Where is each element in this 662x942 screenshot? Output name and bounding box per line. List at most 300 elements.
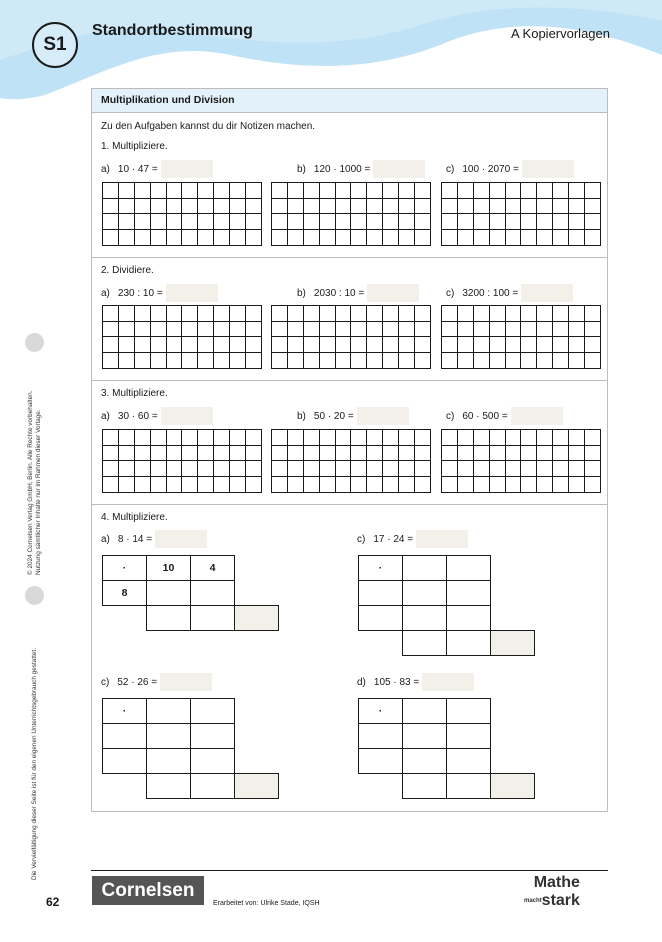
grid-cell[interactable] [319,461,335,477]
grid-cell[interactable] [118,306,134,322]
grid-cell[interactable] [399,477,415,493]
grid-cell[interactable] [415,198,431,214]
grid-cell[interactable] [415,461,431,477]
grid-cell[interactable] [335,337,351,353]
notes-grid[interactable] [271,182,431,246]
grid-cell[interactable] [230,214,246,230]
grid-cell[interactable] [198,337,214,353]
grid-cell[interactable] [319,430,335,446]
answer-field[interactable] [161,160,213,178]
grid-cell[interactable] [319,198,335,214]
grid-cell[interactable] [442,430,458,446]
grid-cell[interactable] [473,337,489,353]
grid-cell[interactable] [319,337,335,353]
grid-cell[interactable] [399,198,415,214]
grid-cell[interactable] [182,430,198,446]
grid-cell[interactable] [182,321,198,337]
sum-cell[interactable] [190,605,235,631]
sum-cell[interactable] [402,630,447,656]
grid-cell[interactable] [214,230,230,246]
grid-cell[interactable] [399,321,415,337]
grid-cell[interactable] [272,214,288,230]
grid-cell[interactable] [553,461,569,477]
notes-grid[interactable] [102,429,262,493]
grid-cell[interactable] [182,477,198,493]
grid-cell[interactable] [166,230,182,246]
grid-cell[interactable] [457,353,473,369]
grid-cell[interactable] [537,353,553,369]
grid-cell[interactable] [473,430,489,446]
product-cell[interactable] [190,723,235,749]
grid-cell[interactable] [521,214,537,230]
grid-cell[interactable] [287,477,303,493]
grid-cell[interactable] [569,353,585,369]
grid-cell[interactable] [246,461,262,477]
grid-cell[interactable] [442,337,458,353]
grid-cell[interactable] [569,430,585,446]
grid-cell[interactable] [287,445,303,461]
grid-cell[interactable] [521,321,537,337]
grid-cell[interactable] [585,230,601,246]
grid-cell[interactable] [367,183,383,199]
grid-cell[interactable] [521,477,537,493]
grid-cell[interactable] [383,183,399,199]
grid-cell[interactable] [367,430,383,446]
grid-cell[interactable] [198,183,214,199]
grid-cell[interactable] [214,337,230,353]
grid-cell[interactable] [473,321,489,337]
grid-cell[interactable] [521,430,537,446]
grid-cell[interactable] [182,445,198,461]
grid-cell[interactable] [383,321,399,337]
notes-grid[interactable] [102,305,262,369]
grid-cell[interactable] [150,353,166,369]
grid-cell[interactable] [351,214,367,230]
grid-cell[interactable] [118,445,134,461]
grid-cell[interactable] [537,321,553,337]
sum-cell[interactable] [190,773,235,799]
grid-cell[interactable] [166,445,182,461]
grid-cell[interactable] [383,306,399,322]
grid-cell[interactable] [150,198,166,214]
grid-cell[interactable] [198,321,214,337]
grid-cell[interactable] [230,321,246,337]
grid-cell[interactable] [118,430,134,446]
grid-cell[interactable] [272,477,288,493]
grid-cell[interactable] [134,477,150,493]
grid-cell[interactable] [553,337,569,353]
grid-cell[interactable] [553,198,569,214]
grid-cell[interactable] [585,321,601,337]
grid-cell[interactable] [442,183,458,199]
grid-cell[interactable] [351,353,367,369]
grid-cell[interactable] [319,183,335,199]
grid-cell[interactable] [166,477,182,493]
grid-cell[interactable] [585,445,601,461]
grid-cell[interactable] [399,445,415,461]
grid-cell[interactable] [351,445,367,461]
grid-cell[interactable] [319,306,335,322]
grid-cell[interactable] [553,477,569,493]
notes-grid[interactable] [441,305,601,369]
grid-cell[interactable] [351,183,367,199]
grid-cell[interactable] [569,321,585,337]
grid-cell[interactable] [150,337,166,353]
grid-cell[interactable] [166,306,182,322]
grid-cell[interactable] [150,430,166,446]
grid-cell[interactable] [442,445,458,461]
grid-cell[interactable] [521,183,537,199]
grid-cell[interactable] [198,461,214,477]
grid-cell[interactable] [246,198,262,214]
grid-cell[interactable] [489,430,505,446]
grid-cell[interactable] [537,461,553,477]
grid-cell[interactable] [489,461,505,477]
grid-cell[interactable] [246,214,262,230]
grid-cell[interactable] [457,183,473,199]
grid-cell[interactable] [214,461,230,477]
grid-cell[interactable] [272,445,288,461]
grid-cell[interactable] [505,353,521,369]
grid-cell[interactable] [214,321,230,337]
grid-cell[interactable] [103,306,119,322]
grid-cell[interactable] [303,461,319,477]
grid-cell[interactable] [214,353,230,369]
grid-cell[interactable] [246,183,262,199]
grid-cell[interactable] [287,214,303,230]
grid-cell[interactable] [182,183,198,199]
grid-cell[interactable] [553,306,569,322]
grid-cell[interactable] [118,183,134,199]
grid-cell[interactable] [134,230,150,246]
grid-cell[interactable] [118,321,134,337]
grid-cell[interactable] [399,306,415,322]
grid-cell[interactable] [272,306,288,322]
grid-cell[interactable] [246,230,262,246]
grid-cell[interactable] [521,445,537,461]
grid-cell[interactable] [537,445,553,461]
grid-cell[interactable] [553,321,569,337]
product-cell[interactable] [446,580,491,606]
answer-field[interactable] [155,530,207,548]
grid-cell[interactable] [118,337,134,353]
grid-cell[interactable] [134,214,150,230]
grid-cell[interactable] [399,353,415,369]
grid-cell[interactable] [166,198,182,214]
grid-cell[interactable] [399,214,415,230]
grid-cell[interactable] [118,477,134,493]
grid-cell[interactable] [569,461,585,477]
grid-cell[interactable] [319,230,335,246]
grid-cell[interactable] [303,430,319,446]
sum-cell[interactable] [446,773,491,799]
grid-cell[interactable] [489,477,505,493]
grid-cell[interactable] [230,306,246,322]
grid-cell[interactable] [198,214,214,230]
grid-cell[interactable] [457,321,473,337]
grid-cell[interactable] [569,445,585,461]
grid-cell[interactable] [230,230,246,246]
grid-cell[interactable] [272,430,288,446]
grid-cell[interactable] [335,477,351,493]
grid-cell[interactable] [569,306,585,322]
grid-cell[interactable] [569,337,585,353]
grid-cell[interactable] [367,306,383,322]
grid-cell[interactable] [457,337,473,353]
answer-field[interactable] [416,530,468,548]
grid-cell[interactable] [457,477,473,493]
result-cell[interactable] [490,773,535,799]
grid-cell[interactable] [473,445,489,461]
grid-cell[interactable] [457,198,473,214]
product-cell[interactable] [402,723,447,749]
grid-cell[interactable] [383,353,399,369]
grid-cell[interactable] [335,198,351,214]
grid-cell[interactable] [415,445,431,461]
grid-cell[interactable] [351,430,367,446]
grid-cell[interactable] [335,353,351,369]
product-cell[interactable] [446,748,491,774]
grid-cell[interactable] [457,461,473,477]
grid-cell[interactable] [335,214,351,230]
grid-cell[interactable] [166,430,182,446]
grid-cell[interactable] [415,183,431,199]
grid-cell[interactable] [103,353,119,369]
grid-cell[interactable] [521,461,537,477]
grid-cell[interactable] [103,198,119,214]
grid-cell[interactable] [335,306,351,322]
grid-cell[interactable] [473,214,489,230]
grid-cell[interactable] [335,230,351,246]
product-cell[interactable] [146,580,191,606]
grid-cell[interactable] [553,183,569,199]
grid-cell[interactable] [521,230,537,246]
grid-cell[interactable] [182,353,198,369]
product-cell[interactable] [402,605,447,631]
grid-cell[interactable] [383,230,399,246]
grid-cell[interactable] [415,306,431,322]
grid-cell[interactable] [303,230,319,246]
grid-cell[interactable] [473,198,489,214]
grid-cell[interactable] [537,477,553,493]
grid-cell[interactable] [272,198,288,214]
notes-grid[interactable] [441,182,601,246]
answer-field[interactable] [373,160,425,178]
grid-cell[interactable] [367,321,383,337]
grid-cell[interactable] [166,353,182,369]
grid-cell[interactable] [505,230,521,246]
grid-cell[interactable] [335,430,351,446]
grid-cell[interactable] [134,353,150,369]
grid-cell[interactable] [287,183,303,199]
grid-cell[interactable] [335,445,351,461]
grid-cell[interactable] [399,461,415,477]
grid-cell[interactable] [103,321,119,337]
grid-cell[interactable] [230,430,246,446]
grid-cell[interactable] [214,214,230,230]
grid-cell[interactable] [399,230,415,246]
grid-cell[interactable] [473,230,489,246]
grid-cell[interactable] [383,445,399,461]
grid-cell[interactable] [198,306,214,322]
answer-field[interactable] [160,673,212,691]
grid-cell[interactable] [103,461,119,477]
grid-cell[interactable] [150,445,166,461]
answer-field[interactable] [422,673,474,691]
grid-cell[interactable] [585,430,601,446]
grid-cell[interactable] [367,461,383,477]
grid-cell[interactable] [569,477,585,493]
grid-cell[interactable] [182,230,198,246]
result-cell[interactable] [490,630,535,656]
result-cell[interactable] [234,773,279,799]
sum-cell[interactable] [146,773,191,799]
product-cell[interactable] [146,723,191,749]
row-header-cell[interactable] [102,748,147,774]
grid-cell[interactable] [230,198,246,214]
grid-cell[interactable] [103,183,119,199]
grid-cell[interactable] [351,198,367,214]
grid-cell[interactable] [415,477,431,493]
grid-cell[interactable] [287,198,303,214]
grid-cell[interactable] [367,353,383,369]
grid-cell[interactable] [383,198,399,214]
grid-cell[interactable] [287,230,303,246]
grid-cell[interactable] [505,430,521,446]
grid-cell[interactable] [383,477,399,493]
grid-cell[interactable] [505,321,521,337]
grid-cell[interactable] [118,461,134,477]
grid-cell[interactable] [118,198,134,214]
grid-cell[interactable] [166,321,182,337]
answer-field[interactable] [511,407,563,425]
notes-grid[interactable] [102,182,262,246]
grid-cell[interactable] [505,461,521,477]
grid-cell[interactable] [198,477,214,493]
answer-field[interactable] [166,284,218,302]
grid-cell[interactable] [303,321,319,337]
grid-cell[interactable] [585,183,601,199]
grid-cell[interactable] [287,353,303,369]
grid-cell[interactable] [351,230,367,246]
grid-cell[interactable] [585,306,601,322]
grid-cell[interactable] [166,461,182,477]
grid-cell[interactable] [118,230,134,246]
grid-cell[interactable] [521,306,537,322]
grid-cell[interactable] [505,337,521,353]
grid-cell[interactable] [272,353,288,369]
grid-cell[interactable] [246,430,262,446]
grid-cell[interactable] [303,183,319,199]
grid-cell[interactable] [214,183,230,199]
grid-cell[interactable] [569,230,585,246]
grid-cell[interactable] [134,461,150,477]
grid-cell[interactable] [505,198,521,214]
grid-cell[interactable] [246,306,262,322]
grid-cell[interactable] [585,477,601,493]
grid-cell[interactable] [134,430,150,446]
answer-field[interactable] [521,284,573,302]
grid-cell[interactable] [198,198,214,214]
grid-cell[interactable] [367,230,383,246]
grid-cell[interactable] [457,214,473,230]
grid-cell[interactable] [166,183,182,199]
grid-cell[interactable] [198,445,214,461]
grid-cell[interactable] [150,306,166,322]
grid-cell[interactable] [537,183,553,199]
grid-cell[interactable] [367,214,383,230]
grid-cell[interactable] [383,214,399,230]
grid-cell[interactable] [182,214,198,230]
grid-cell[interactable] [489,230,505,246]
grid-cell[interactable] [150,321,166,337]
grid-cell[interactable] [303,214,319,230]
grid-cell[interactable] [521,337,537,353]
grid-cell[interactable] [214,306,230,322]
notes-grid[interactable] [271,429,431,493]
grid-cell[interactable] [303,306,319,322]
grid-cell[interactable] [537,230,553,246]
grid-cell[interactable] [351,461,367,477]
product-cell[interactable] [190,580,235,606]
grid-cell[interactable] [272,183,288,199]
grid-cell[interactable] [214,430,230,446]
grid-cell[interactable] [442,477,458,493]
grid-cell[interactable] [415,353,431,369]
grid-cell[interactable] [505,477,521,493]
grid-cell[interactable] [585,214,601,230]
grid-cell[interactable] [319,214,335,230]
grid-cell[interactable] [230,477,246,493]
grid-cell[interactable] [214,477,230,493]
grid-cell[interactable] [553,353,569,369]
grid-cell[interactable] [521,353,537,369]
grid-cell[interactable] [303,353,319,369]
grid-cell[interactable] [230,353,246,369]
grid-cell[interactable] [103,477,119,493]
grid-cell[interactable] [367,337,383,353]
grid-cell[interactable] [182,337,198,353]
grid-cell[interactable] [287,321,303,337]
grid-cell[interactable] [103,430,119,446]
grid-cell[interactable] [415,214,431,230]
grid-cell[interactable] [230,183,246,199]
grid-cell[interactable] [287,430,303,446]
grid-cell[interactable] [246,321,262,337]
grid-cell[interactable] [319,445,335,461]
product-cell[interactable] [146,748,191,774]
grid-cell[interactable] [182,306,198,322]
grid-cell[interactable] [505,214,521,230]
grid-cell[interactable] [457,306,473,322]
grid-cell[interactable] [383,461,399,477]
grid-cell[interactable] [319,353,335,369]
product-cell[interactable] [402,748,447,774]
grid-cell[interactable] [272,337,288,353]
grid-cell[interactable] [553,430,569,446]
grid-cell[interactable] [505,183,521,199]
grid-cell[interactable] [246,353,262,369]
answer-field[interactable] [367,284,419,302]
grid-cell[interactable] [537,198,553,214]
row-header-cell[interactable] [358,605,403,631]
grid-cell[interactable] [442,353,458,369]
grid-cell[interactable] [442,321,458,337]
grid-cell[interactable] [134,183,150,199]
grid-cell[interactable] [473,461,489,477]
grid-cell[interactable] [367,477,383,493]
grid-cell[interactable] [351,337,367,353]
